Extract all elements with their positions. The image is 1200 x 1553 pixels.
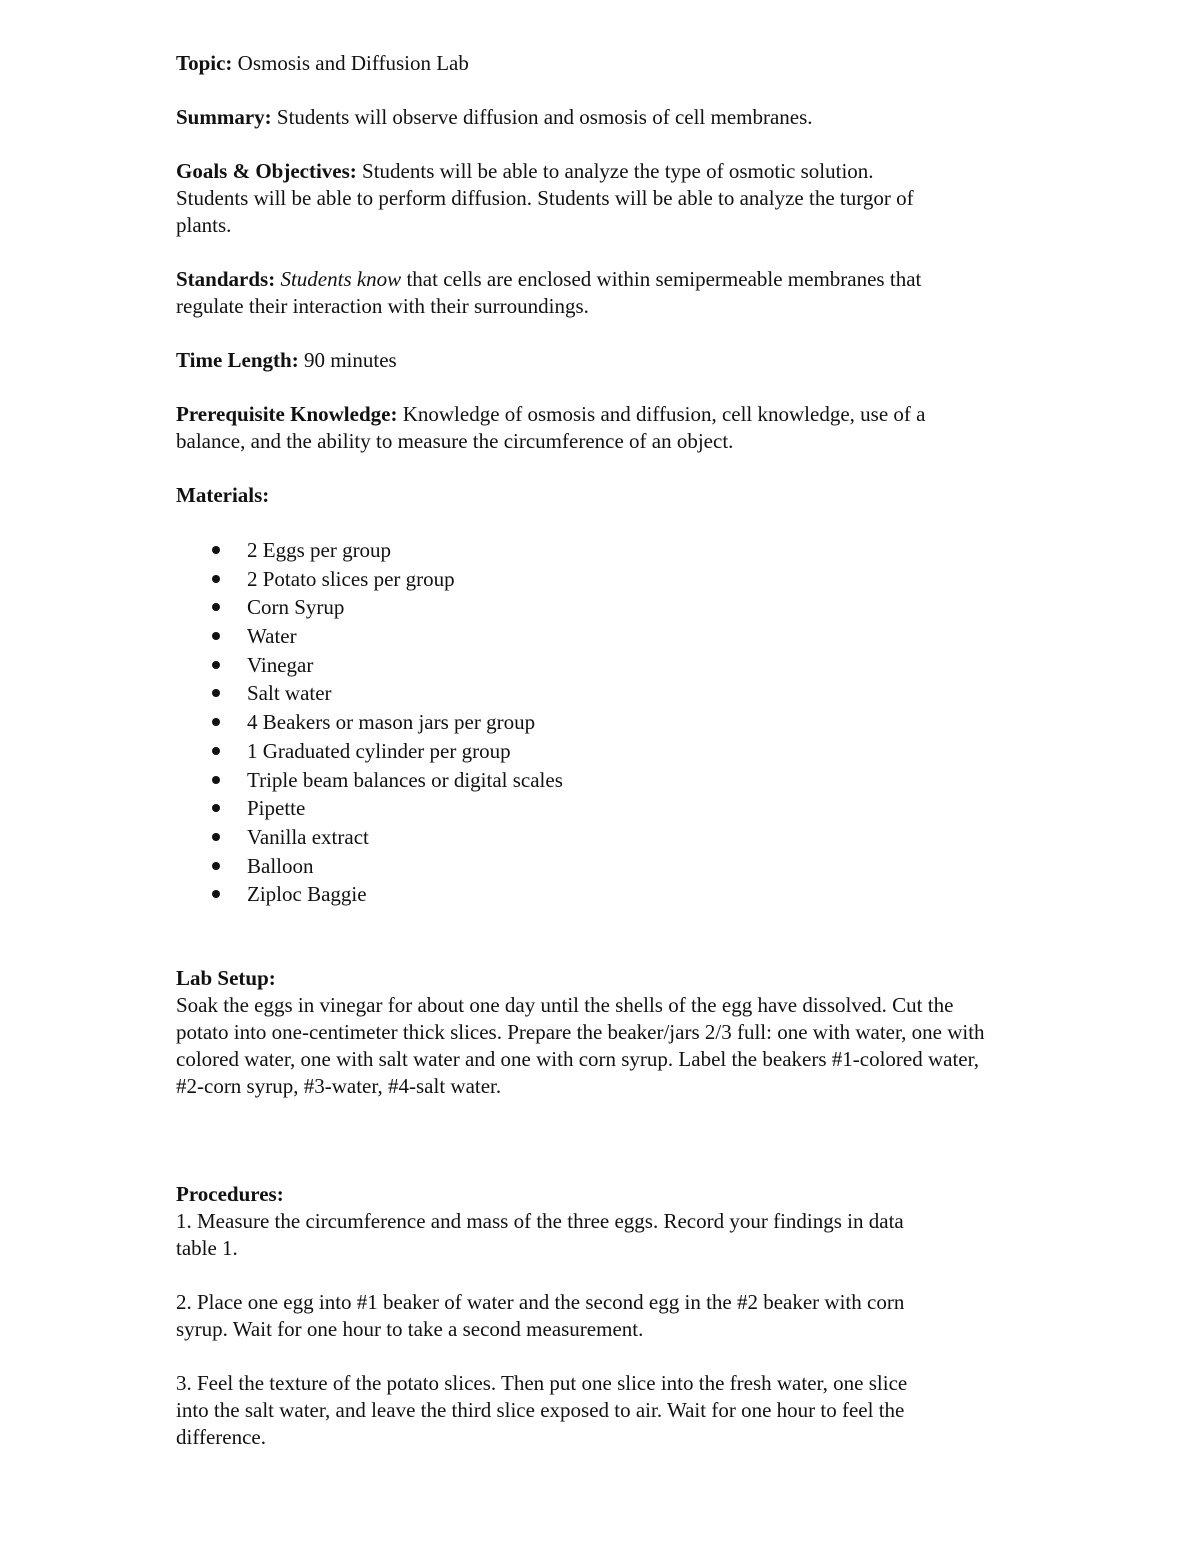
list-item: 1 Graduated cylinder per group [176,737,1096,766]
standards-emphasis: Students know [280,267,402,291]
prerequisite-line-2: balance, and the ability to measure the circumference of an object. [176,429,734,453]
list-item: Vanilla extract [176,823,1096,852]
bullet-icon [212,546,220,554]
list-item: Balloon [176,852,1096,881]
document-page [176,50,1096,1451]
bullet-icon [212,776,220,784]
topic-label: Topic: [176,51,233,75]
time-length-line [176,347,1096,374]
materials-heading [176,482,1096,509]
procedure-step: 3. Feel the texture of the potato slices. Then put one slice into the fresh water, one slice into the salt water, and leave the third slice exposed to air. Wait for one hour to feel the difference. [176,1370,908,1449]
list-item: 4 Beakers or mason jars per group [176,708,1096,737]
bullet-icon [212,862,220,870]
list-item: Vinegar [176,651,1096,680]
bullet-icon [212,890,220,898]
goals-line-3: plants. [176,213,232,237]
list-item: 2 Potato slices per group [176,565,1096,594]
list-item: Salt water [176,679,1096,708]
list-item: Triple beam balances or digital scales [176,766,1096,795]
procedures-label: Procedures: [176,1181,284,1206]
procedure-step: 2. Place one egg into #1 beaker of water and the second egg in the #2 beaker with corn syrup. Wait for one hour to take a second measurement. [176,1289,905,1341]
lab-setup-label: Lab Setup: [176,965,276,990]
prerequisite-section [176,401,1096,455]
time-length-value: 90 minutes [303,348,397,372]
lab-setup-line: colored water, one with salt water and one with corn syrup. Label the beakers #1-colored water, [176,1046,980,1071]
summary-value: Students will observe diffusion and osmosis of cell membranes. [276,105,813,129]
standards-line-1: that cells are enclosed within semipermeable membranes that [406,267,922,291]
bullet-icon [212,603,220,611]
materials-list [176,536,1096,909]
lab-setup-line: potato into one-centimeter thick slices. Prepare the beaker/jars 2/3 full: one with water, one with [176,1019,985,1044]
standards-line-2: regulate their interaction with their surroundings. [176,294,589,318]
procedures-section [176,1181,1096,1451]
bullet-icon [212,632,220,640]
list-item: Water [176,622,1096,651]
lab-setup-line: #2-corn syrup, #3-water, #4-salt water. [176,1073,502,1098]
bullet-icon [212,689,220,697]
prerequisite-label: Prerequisite Knowledge: [176,402,398,426]
prerequisite-line-1: Knowledge of osmosis and diffusion, cell knowledge, use of a [402,402,926,426]
bullet-icon [212,575,220,583]
list-item: Ziploc Baggie [176,880,1096,909]
procedure-step: 1. Measure the circumference and mass of the three eggs. Record your findings in data table 1. [176,1208,904,1260]
list-item: 2 Eggs per group [176,536,1096,565]
standards-section [176,266,1096,320]
goals-line-2: Students will be able to perform diffusion. Students will be able to analyze the turgor of [176,186,914,210]
goals-label: Goals & Objectives: [176,159,357,183]
standards-label: Standards: [176,267,276,291]
lab-setup-section [176,965,1096,1100]
goals-line-1: Students will be able to analyze the type of osmotic solution. [362,159,874,183]
topic-line [176,50,1096,77]
bullet-icon [212,833,220,841]
bullet-icon [212,747,220,755]
summary-line [176,104,1096,131]
lab-setup-line: Soak the eggs in vinegar for about one day until the shells of the egg have dissolved. Cut the [176,992,954,1017]
bullet-icon [212,718,220,726]
list-item: Pipette [176,794,1096,823]
topic-value: Osmosis and Diffusion Lab [237,51,469,75]
list-item: Corn Syrup [176,593,1096,622]
bullet-icon [212,661,220,669]
goals-section [176,158,1096,239]
materials-label: Materials: [176,483,270,507]
bullet-icon [212,804,220,812]
summary-label: Summary: [176,105,272,129]
time-length-label: Time Length: [176,348,299,372]
